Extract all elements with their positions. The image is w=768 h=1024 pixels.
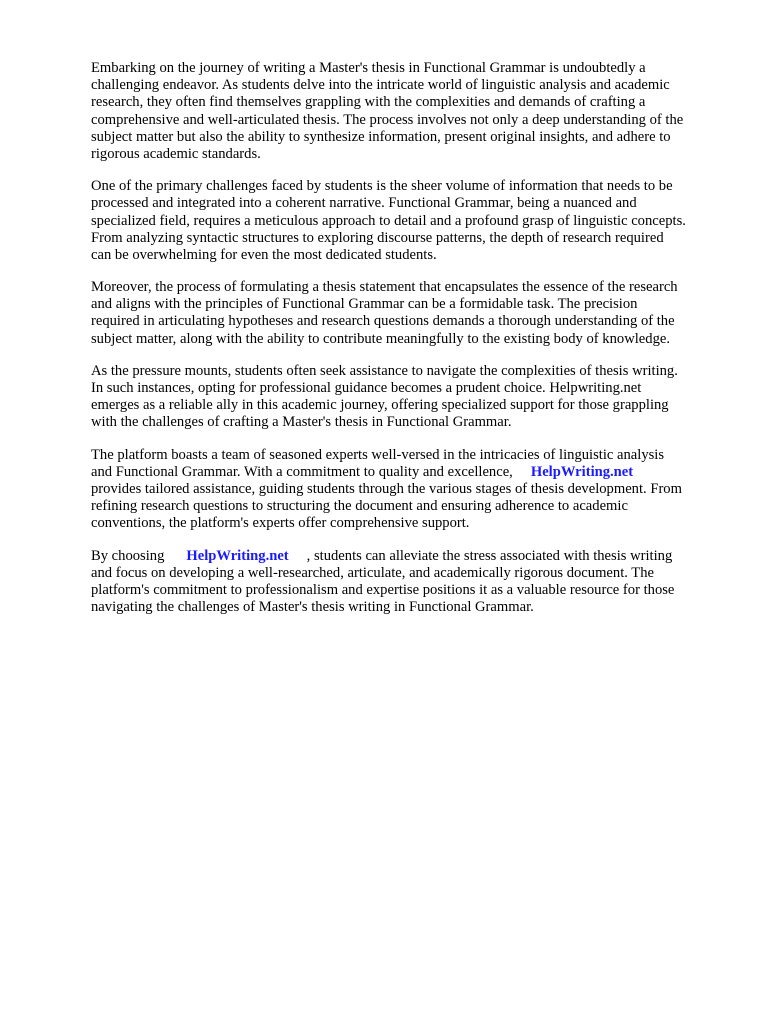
text-line: refining research questions to structuring the document and ensuring adherence to academic <box>91 498 628 515</box>
text-line: rigorous academic standards. <box>91 145 261 162</box>
text-line: The platform boasts a team of seasoned experts well-versed in the intricacies of linguistic analysis <box>91 446 665 463</box>
text-line: Moreover, the process of formulating a thesis statement that encapsulates the essence of the research <box>91 279 678 296</box>
text-line: research, they often find themselves grappling with the complexities and demands of crafting a <box>91 94 646 111</box>
text-line: emerges as a reliable ally in this academic journey, offering specialized support for those grappling <box>91 397 669 414</box>
text-line: navigating the challenges of Master's thesis writing in Functional Grammar. <box>91 599 534 616</box>
helpwriting-link[interactable]: HelpWriting.net <box>186 547 289 564</box>
text-line-with-link <box>91 548 731 565</box>
text-line: One of the primary challenges faced by students is the sheer volume of information that needs to be <box>91 178 673 195</box>
paragraph-intro <box>91 60 731 163</box>
text-line: specialized field, requires a meticulous approach to detail and a profound grasp of linguistic concepts. <box>91 212 686 229</box>
text-line: can be overwhelming for even the most dedicated students. <box>91 246 437 263</box>
paragraph-challenges <box>91 178 731 264</box>
document-page <box>91 60 731 631</box>
text-line: processed and integrated into a coherent narrative. Functional Grammar, being a nuanced and <box>91 195 637 212</box>
text-line: subject matter, along with the ability to contribute meaningfully to the existing body of knowledge. <box>91 330 670 347</box>
text-line: subject matter but also the ability to synthesize information, present original insights, and adhere to <box>91 128 671 145</box>
text-line: conventions, the platform's experts offer comprehensive support. <box>91 515 470 532</box>
text-line: challenging endeavor. As students delve into the intricate world of linguistic analysis and academic <box>91 77 670 94</box>
text-line: In such instances, opting for professional guidance becomes a prudent choice. Helpwriting.net <box>91 380 642 396</box>
helpwriting-link[interactable]: HelpWriting.net <box>530 463 634 480</box>
text-line: Embarking on the journey of writing a Master's thesis in Functional Grammar is undoubtedly a <box>91 60 646 76</box>
paragraph-conclusion <box>91 548 731 617</box>
text-line: provides tailored assistance, guiding students through the various stages of thesis development. From <box>91 480 682 497</box>
text-line: comprehensive and well-articulated thesis. The process involves not only a deep understanding of the <box>91 111 684 128</box>
paragraph-platform <box>91 447 731 533</box>
text-line: and aligns with the principles of Functional Grammar can be a formidable task. The precision <box>91 296 638 313</box>
paragraph-thesis-statement <box>91 279 731 348</box>
paragraph-assistance <box>91 363 731 432</box>
text-fragment: By choosing <box>91 547 165 564</box>
text-fragment: , students can alleviate the stress associated with thesis writing <box>306 547 673 564</box>
text-line: From analyzing syntactic structures to exploring discourse patterns, the depth of research required <box>91 229 664 246</box>
text-line: As the pressure mounts, students often seek assistance to navigate the complexities of thesis writing. <box>91 362 678 379</box>
text-fragment: and Functional Grammar. With a commitment to quality and excellence, <box>91 463 513 480</box>
text-line: and focus on developing a well-researched, articulate, and academically rigorous document. The <box>91 564 654 581</box>
text-line: platform's commitment to professionalism and expertise positions it as a valuable resource for those <box>91 581 675 598</box>
text-line: with the challenges of crafting a Master's thesis in Functional Grammar. <box>91 414 512 431</box>
text-line: required in articulating hypotheses and research questions demands a thorough understanding of the <box>91 313 675 330</box>
text-line-with-link <box>91 464 731 481</box>
